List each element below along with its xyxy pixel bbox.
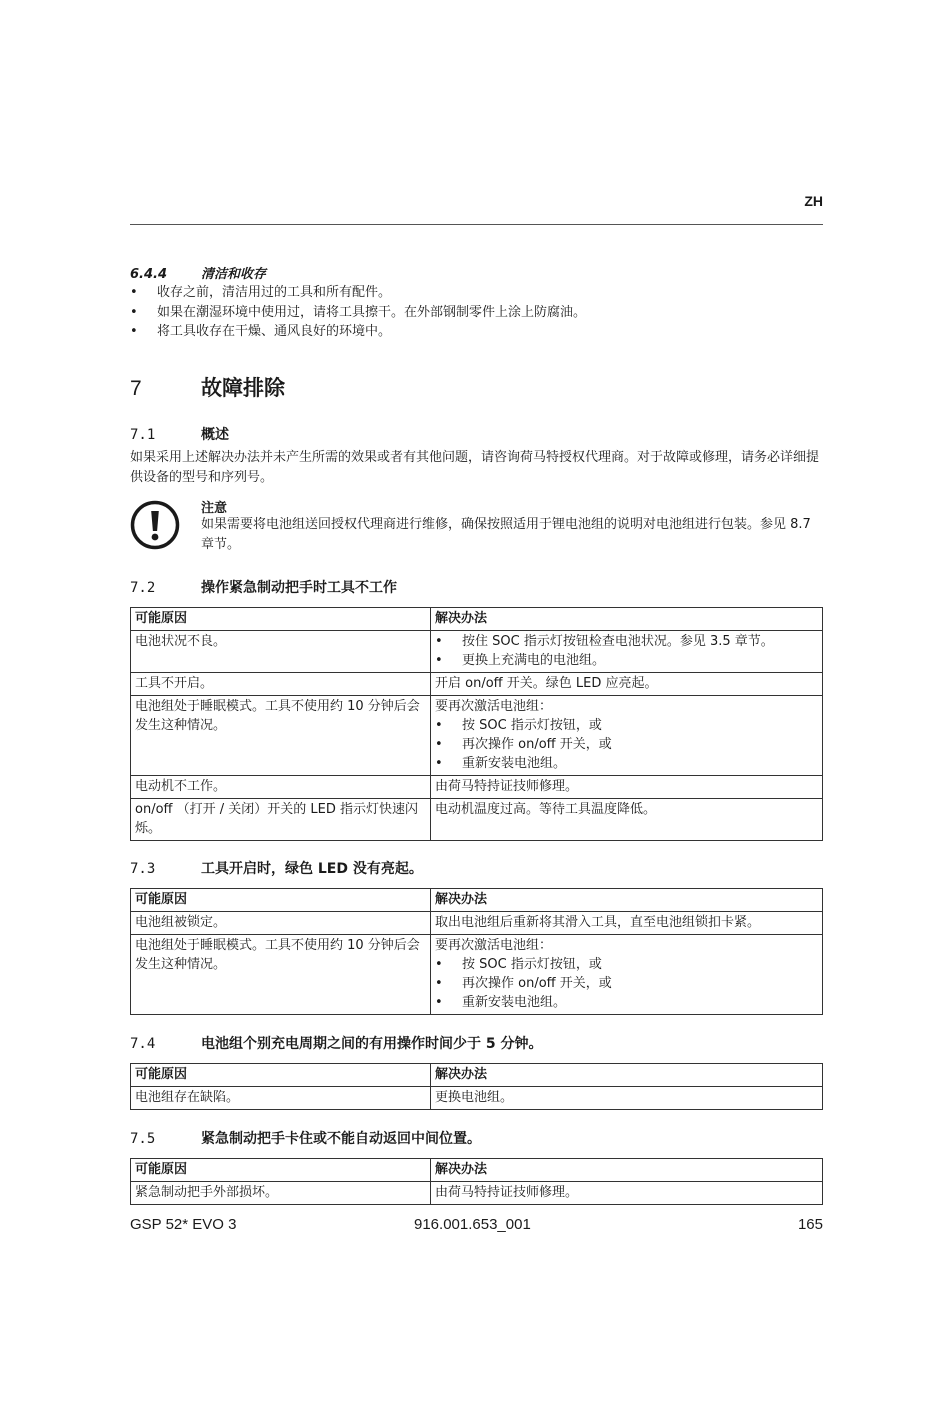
chapter-title: 故障排除 [201,376,285,400]
section-7-2-heading [130,577,397,597]
table-row [131,935,823,1015]
column-header-solution: 解决办法 [431,1159,823,1182]
list-item: • 如果在潮湿环境中使用过，请将工具擦干。在外部钢制零件上涂上防腐油。 [130,303,586,323]
section-7-1-heading [130,424,229,444]
bullet-dot: • [435,756,443,771]
table-row [131,799,823,841]
header-rule [130,224,823,225]
solution-cell: 电动机温度过高。等待工具温度降低。 [431,799,823,841]
footer-page-number: 165 [797,1216,823,1233]
bullet-dot: • [130,304,138,320]
table-row [131,631,823,673]
section-number: 7.2 [130,580,156,596]
section-number: 7.4 [130,1036,156,1052]
warning-exclamation-icon [130,500,180,550]
bullet-dot: • [435,718,443,733]
troubleshooting-table-7-2 [130,607,823,841]
troubleshooting-table-7-3 [130,888,823,1015]
table-header-row [131,1064,823,1087]
cause-cell: 电池组存在缺陷。 [131,1087,431,1110]
section-title: 清洁和收存 [201,267,267,282]
section-title: 电池组个别充电周期之间的有用操作时间少于 5 分钟。 [201,1036,543,1052]
table-row [131,1182,823,1205]
section-title: 紧急制动把手卡住或不能自动返回中间位置。 [201,1131,481,1147]
solution-cell: 由荷马特持证技师修理。 [431,1182,823,1205]
cause-cell: 电动机不工作。 [131,776,431,799]
cleaning-bullet-list [130,283,586,342]
section-7-5-heading [130,1128,481,1148]
list-item: • 按 SOC 指示灯按钮，或 [435,957,602,972]
bullet-dot: • [435,737,443,752]
chapter-7-heading [130,372,285,402]
solution-cell: 要再次激活电池组： • 按 SOC 指示灯按钮，或 • 再次操作 on/off 开关，或 • 重新安装电池组。 [431,935,823,1015]
bullet-dot: • [435,634,443,649]
column-header-cause: 可能原因 [131,889,431,912]
list-item: • 重新安装电池组。 [435,756,567,771]
column-header-solution: 解决办法 [431,889,823,912]
column-header-solution: 解决办法 [431,1064,823,1087]
language-tag: ZH [804,193,823,209]
table-row [131,673,823,696]
footer-document-number: 916.001.653_001 [414,1216,531,1233]
table-header-row [131,889,823,912]
bullet-dot: • [130,285,138,300]
solution-cell: 要再次激活电池组： • 按 SOC 指示灯按钮，或 • 再次操作 on/off 开关，或 • 重新安装电池组。 [431,696,823,776]
notice-text: 如果需要将电池组送回授权代理商进行维修，确保按照适用于锂电池组的说明对电池组进行包装。参见 8.7 章节。 [201,517,811,552]
bullet-dot: • [435,653,443,668]
section-title: 概述 [201,427,229,443]
list-item: • 按住 SOC 指示灯按钮检查电池状况。参见 3.5 章节。 [435,634,774,649]
notice-title: 注意 [201,501,228,516]
column-header-solution: 解决办法 [431,608,823,631]
list-item: • 将工具收存在干燥、通风良好的环境中。 [130,322,586,342]
section-number: 7.1 [130,427,156,443]
column-header-cause: 可能原因 [131,608,431,631]
section-7-3-heading [130,858,423,878]
solution-cell: 取出电池组后重新将其滑入工具，直至电池组锁扣卡紧。 [431,912,823,935]
solution-cell: 更换电池组。 [431,1087,823,1110]
cause-cell: 电池状况不良。 [131,631,431,673]
list-item: • 再次操作 on/off 开关，或 [435,737,612,752]
column-header-cause: 可能原因 [131,1064,431,1087]
section-number: 7.3 [130,861,156,877]
list-item: • 按 SOC 指示灯按钮，或 [435,718,602,733]
section-title: 工具开启时，绿色 LED 没有亮起。 [201,861,423,877]
column-header-cause: 可能原因 [131,1159,431,1182]
section-number: 6.4.4 [130,267,168,282]
table-row [131,1087,823,1110]
table-row [131,696,823,776]
cause-cell: 紧急制动把手外部损坏。 [131,1182,431,1205]
troubleshooting-table-7-4 [130,1063,823,1110]
cause-cell: 电池组被锁定。 [131,912,431,935]
table-row [131,912,823,935]
solution-cell: 开启 on/off 开关。绿色 LED 应亮起。 [431,673,823,696]
table-row [131,776,823,799]
section-number: 7.5 [130,1131,156,1147]
cause-cell: 电池组处于睡眠模式。工具不使用约 10 分钟后会发生这种情况。 [131,696,431,776]
cause-cell: 电池组处于睡眠模式。工具不使用约 10 分钟后会发生这种情况。 [131,935,431,1015]
troubleshooting-table-7-5 [130,1158,823,1205]
list-item: • 更换上充满电的电池组。 [435,653,606,668]
bullet-dot: • [130,324,138,339]
overview-paragraph: 如果采用上述解决办法并未产生所需的效果或者有其他问题，请咨询荷马特授权代理商。对于故障或修理，请务必详细提供设备的型号和序列号。 [130,450,820,485]
solution-cell [431,631,823,673]
table-header-row [131,608,823,631]
table-header-row [131,1159,823,1182]
solution-cell: 由荷马特持证技师修理。 [431,776,823,799]
list-item: • 重新安装电池组。 [435,995,567,1010]
cause-cell: 工具不开启。 [131,673,431,696]
bullet-dot: • [435,957,443,972]
list-item: • 再次操作 on/off 开关，或 [435,976,612,991]
section-6-4-4-heading [130,263,266,282]
footer-model: GSP 52* EVO 3 [130,1216,237,1233]
cause-cell: on/off （打开 / 关闭）开关的 LED 指示灯快速闪烁。 [131,799,431,841]
list-item: • 收存之前，清洁用过的工具和所有配件。 [130,283,586,303]
section-title: 操作紧急制动把手时工具不工作 [201,580,397,596]
bullet-dot: • [435,995,443,1010]
chapter-number: 7 [130,377,142,400]
section-7-4-heading [130,1033,543,1053]
bullet-dot: • [435,976,443,991]
